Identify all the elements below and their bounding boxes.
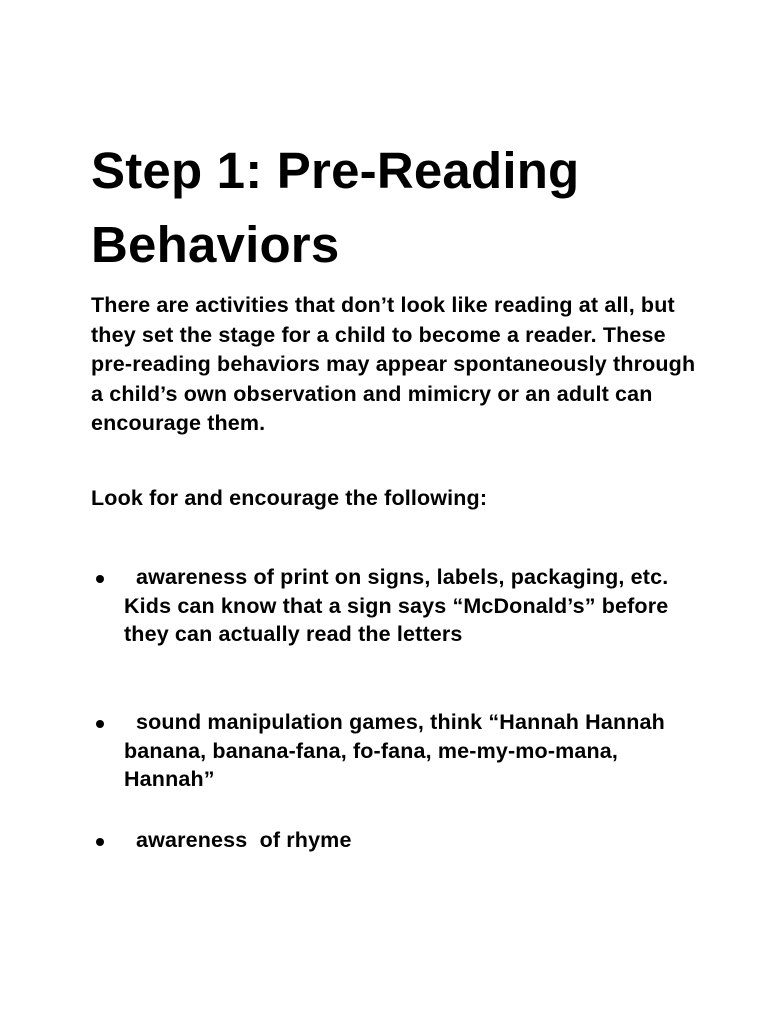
bullet-icon: [96, 720, 104, 728]
list-item-text: awareness of print on signs, labels, packaging, etc. Kids can know that a sign says “McDonald’s” before they can actually read the letters: [124, 565, 669, 646]
look-for-heading: Look for and encourage the following:: [91, 486, 488, 510]
list-item: [96, 708, 696, 794]
list-item: [96, 826, 696, 855]
page-title: Step 1: Pre-Reading Behaviors: [91, 142, 580, 273]
bullet-icon: [96, 575, 104, 583]
list-item-text: awareness of rhyme: [136, 828, 352, 852]
intro-paragraph: There are activities that don’t look like reading at all, but they set the stage for a child to become a reader. These pre-reading behaviors may appear spontaneously through a child’s own observation and mimicry or an adult can encourage them.: [91, 293, 696, 435]
bullet-icon: [96, 838, 104, 846]
list-item-text: sound manipulation games, think “Hannah Hannah banana, banana-fana, fo-fana, me-my-mo-mana, Hannah”: [124, 710, 665, 791]
list-item: [96, 563, 696, 649]
